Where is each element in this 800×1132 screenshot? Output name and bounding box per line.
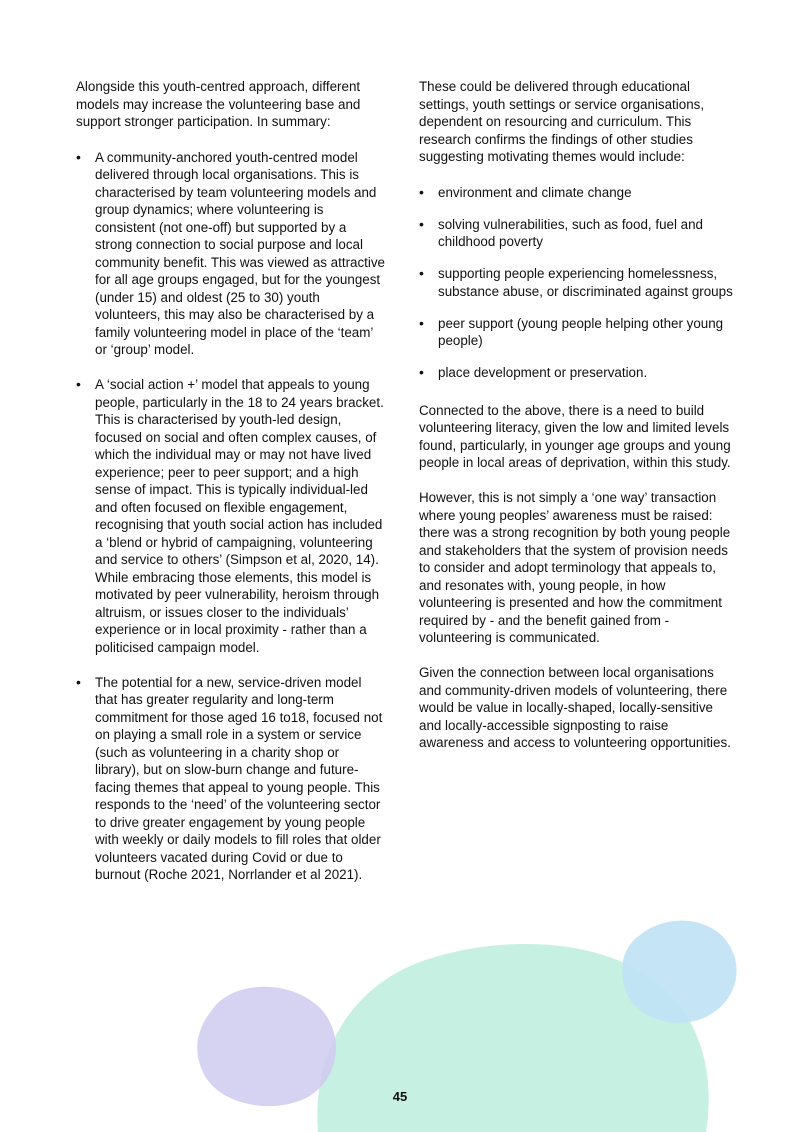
list-item-text: The potential for a new, service-driven model that has greater regularity and long-term commitment for those aged 16 to18, focused not on playing a small role in a system or service (such as volunteering in a charity shop or library), but on slow-burn change and future-facing themes that appeal to young people. This responds to the ‘need’ of the volunteering sector to drive greater engagement by young people with weekly or daily models to fill roles that older volunteers vacated during Covid or due to burnout (Roche 2021, Norrlander et al 2021).	[95, 674, 383, 882]
list-item	[419, 184, 735, 202]
volunteering-literacy-paragraph: Connected to the above, there is a need to build volunteering literacy, given the low and limited levels found, particularly, in younger age groups and young people in local areas of deprivation, within this study.	[419, 402, 731, 470]
list-item	[76, 674, 386, 884]
right-column	[419, 78, 735, 769]
models-list	[76, 149, 386, 884]
list-item	[419, 265, 735, 300]
list-item-text: peer support (young people helping other young people)	[438, 315, 724, 348]
bullet-marker: •	[419, 215, 424, 232]
blue-blob-shape	[622, 921, 736, 1023]
right-intro-paragraph: These could be delivered through educational settings, youth settings or service organisations, dependent on resourcing and curriculum. This research confirms the findings of other studies suggesting motivating themes would include:	[419, 79, 705, 164]
bullet-marker: •	[76, 148, 81, 165]
list-item	[419, 216, 735, 251]
two-way-transaction-paragraph: However, this is not simply a ‘one way’ transaction where young peoples’ awareness must be raised: there was a strong recognition by both young people and stakeholders that the system of provision needs to consider and adopt terminology that appeals to, and resonates with, young people, in how volunteering is presented and how the commitment required by - and the benefit gained from - volunteering is communicated.	[419, 490, 731, 645]
page-number: 45	[392, 1089, 408, 1104]
list-item-text: place development or preservation.	[438, 365, 648, 380]
bullet-marker: •	[419, 183, 424, 200]
list-item	[76, 149, 386, 359]
bullet-marker: •	[76, 376, 81, 392]
themes-list	[419, 184, 735, 382]
bullet-marker: •	[419, 314, 424, 331]
list-item-text: A community-anchored youth-centred model delivered through local organisations. This is characterised by team volunteering models and group dynamics; where volunteering is consistent (not one-off) but supported by a strong connection to social purpose and local community benefit. This was viewed as attractive for all age groups engaged, but for the youngest (under 15) and oldest (25 to 30) youth volunteers, this may also be characterised by a family volunteering model in place of the ‘team’ or ‘group’ model.	[95, 149, 386, 357]
list-item	[419, 315, 735, 350]
bullet-marker: •	[419, 265, 424, 281]
bullet-marker: •	[76, 673, 81, 690]
left-intro-paragraph: Alongside this youth-centred approach, different models may increase the volunteering base and support stronger participation. In summary:	[76, 79, 361, 129]
list-item-text: solving vulnerabilities, such as food, fuel and childhood poverty	[438, 216, 703, 249]
bullet-marker: •	[419, 364, 424, 380]
list-item-text: environment and climate change	[438, 184, 632, 200]
signposting-paragraph: Given the connection between local organisations and community-driven models of volunteering, there would be value in locally-shaped, locally-sensitive and locally-accessible signposting to raise awareness and access to volunteering opportunities.	[419, 665, 731, 750]
list-item-text: A ‘social action +’ model that appeals to young people, particularly in the 18 to 24 years bracket. This is characterised by youth-led design, focused on social and often complex causes, of which the individual may or may not have lived experience; peer to peer support; and a high sense of impact. This is typically individual-led and often focused on flexible engagement, recognising that youth social action has included a ‘blend or hybrid of campaigning, volunteering and service to others’ (Simpson et al, 2020, 14). While embracing those elements, this model is motivated by peer vulnerability, heroism through altruism, or issues closer to the individuals’ experience or in local proximity - rather than a politicised campaign model.	[95, 377, 384, 655]
list-item	[419, 364, 735, 382]
left-column	[76, 78, 386, 901]
list-item	[76, 376, 386, 656]
list-item-text: supporting people experiencing homelessness, substance abuse, or discriminated against groups	[438, 266, 733, 299]
